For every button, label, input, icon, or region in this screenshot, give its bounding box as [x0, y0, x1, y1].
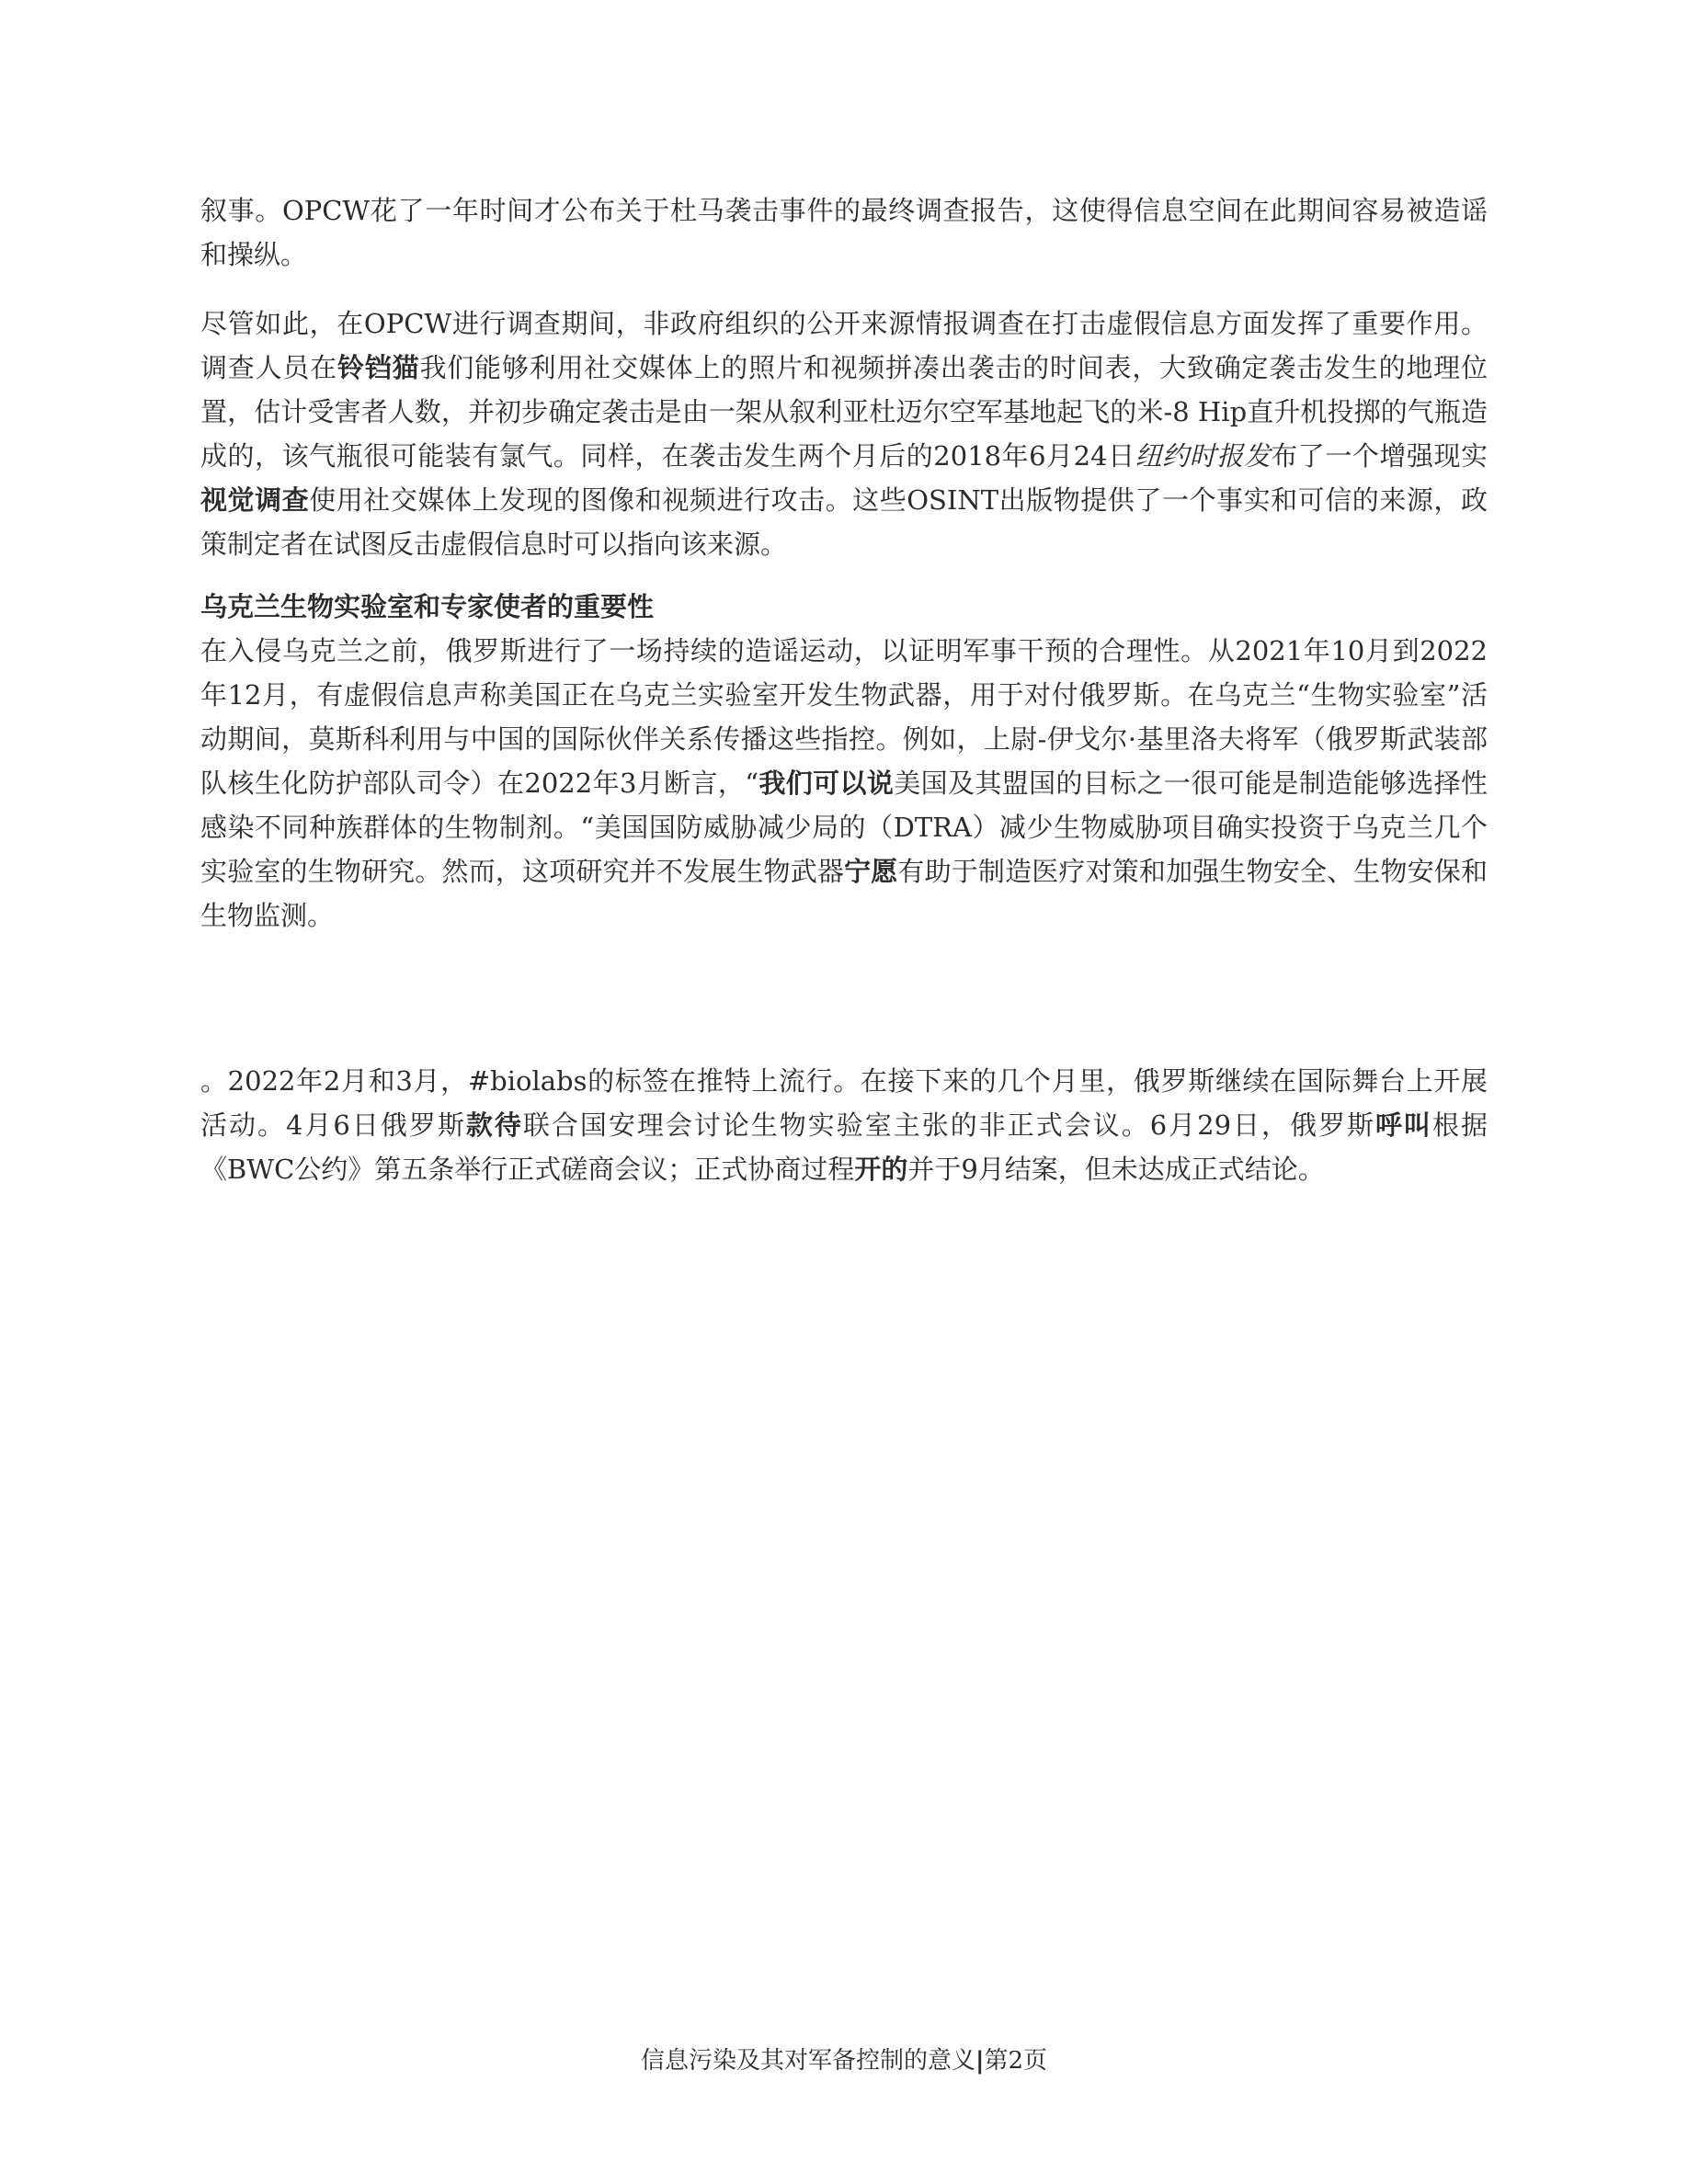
- rather-link[interactable]: 宁愿: [844, 856, 898, 887]
- nyt-italic-text: 纽约时报发: [1135, 440, 1272, 472]
- paragraph-4: [200, 1059, 1488, 1191]
- opened-link[interactable]: 开的: [854, 1154, 908, 1185]
- paragraph-3-text-1: 在入侵乌克兰之前，俄罗斯进行了一场持续的造谣运动，以证明军事干预的合理性。从2021年10月到2022年12月，有虚假信息声称美国正在乌克兰实验室开发生物武器，用于对付俄罗斯。在乌克兰“生物实验室”活动期间，莫斯科利用与中国的国际伙伴关系传播这些指控。例如，上尉-伊戈尔·基里洛夫将军（俄罗斯武装部队核生化防护部队司令）在2022年3月断言，“: [200, 635, 1488, 799]
- paragraph-3-text-3: 有助于制造医疗对策和加强生物安全、生物安保和生物监测。: [200, 856, 1488, 931]
- paragraph-2-text-1: 尽管如此，在OPCW进行调查期间，非政府组织的公开来源情报调查在打击虚假信息方面发挥了重要作用。调查人员在: [200, 308, 1488, 383]
- paragraph-3-text-2: 美国及其盟国的目标之一很可能是制造能够选择性感染不同种族群体的生物制剂。“美国国防威胁减少局的（DTRA）减少生物威胁项目确实投资于乌克兰几个实验室的生物研究。然而，这项研究并不发展生物武器: [200, 768, 1488, 887]
- paragraph-2-text-2: 我们能够利用社交媒体上的照片和视频拼凑出袭击的时间表，大致确定袭击发生的地理位置，估计受害者人数，并初步确定袭击是由一架从叙利亚杜迈尔空军基地起飞的米-8 Hip直升机投掷的气瓶造成的，该气瓶很可能装有氯气。同样，在袭击发生两个月后的2018年6月24日: [200, 352, 1488, 472]
- section-heading: 乌克兰生物实验室和专家使者的重要性: [200, 591, 655, 622]
- paragraph-2-text-3: 布了一个增强现实: [1271, 440, 1488, 472]
- footer-title: 信息污染及其对军备控制的意义: [640, 2047, 975, 2075]
- paragraph-1: [200, 188, 1488, 277]
- bellingcat-link[interactable]: 铃铛猫: [337, 352, 420, 383]
- footer-page-number: 第2页: [984, 2047, 1048, 2075]
- paragraph-1-text: 叙事。OPCW花了一年时间才公布关于杜马袭击事件的最终调查报告，这使得信息空间在此期间容易被造谣和操纵。: [200, 195, 1488, 270]
- footer-separator: |: [975, 2047, 985, 2075]
- called-link[interactable]: 呼叫: [1375, 1109, 1432, 1141]
- we-can-say-link[interactable]: 我们可以说: [758, 768, 895, 799]
- visual-investigation-link[interactable]: 视觉调查: [200, 484, 310, 516]
- paragraph-3: [200, 629, 1488, 938]
- paragraph-2-text-4: 使用社交媒体上发现的图像和视频进行攻击。这些OSINT出版物提供了一个事实和可信的来源，政策制定者在试图反击虚假信息时可以指向该来源。: [200, 484, 1488, 560]
- paragraph-4-text-1: 。2022年2月和3月，#biolabs的标签在推特上流行。在接下来的几个月里，俄罗斯继续在国际舞台上开展活动。4月6日俄罗斯: [200, 1065, 1488, 1141]
- paragraph-4-text-2: 联合国安理会讨论生物实验室主张的非正式会议。6月29日，俄罗斯: [522, 1109, 1375, 1141]
- paragraph-4-text-3: 根据《BWC公约》第五条举行正式磋商会议；正式协商过程: [200, 1109, 1488, 1185]
- hosted-link[interactable]: 款待: [465, 1109, 523, 1141]
- paragraph-2: [200, 301, 1488, 566]
- page-footer: [0, 2044, 1688, 2077]
- paragraph-4-text-4: 并于9月结案，但未达成正式结论。: [907, 1154, 1325, 1185]
